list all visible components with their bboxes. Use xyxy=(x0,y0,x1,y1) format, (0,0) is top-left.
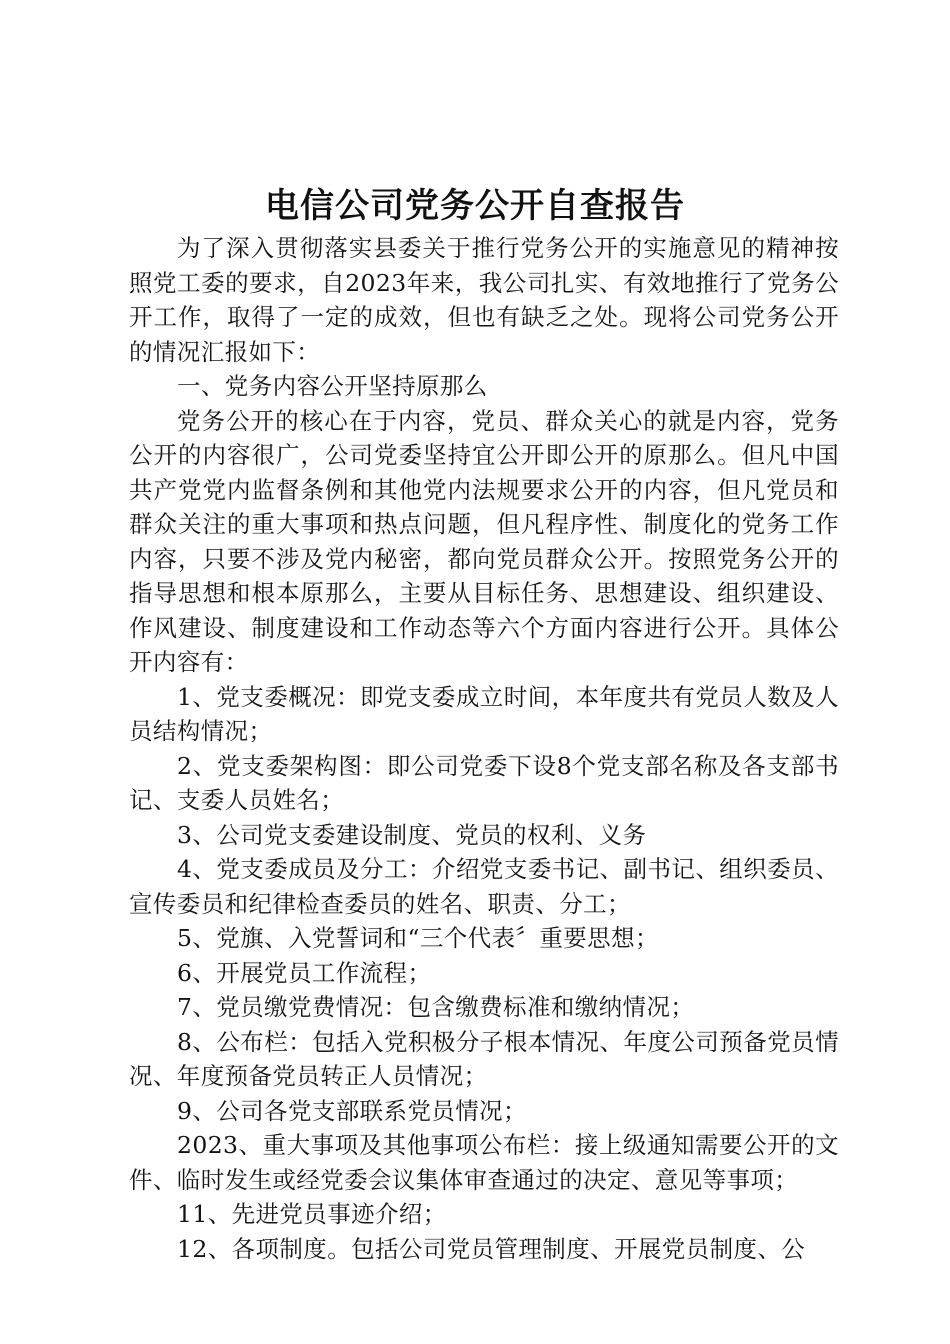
paragraph-intro: 为了深入贯彻落实县委关于推行党务公开的实施意见的精神按照党工委的要求，自2023年来，我公司扎实、有效地推行了党务公开工作，取得了一定的成效，但也有缺乏之处。现将公司党务公开的情况汇报如下： xyxy=(129,234,839,366)
section-heading-1: 一、党务内容公开坚持原那么 xyxy=(177,372,488,400)
list-item: 9、公司各党支部联系党员情况； xyxy=(177,1096,527,1125)
paragraph-content-scope: 党务公开的核心在于内容，党员、群众关心的就是内容，党务公开的内容很广，公司党委坚持宜公开即公开的原那么。但凡中国共产党党内监督条例和其他党内法规要求公开的内容，但凡党员和群众关注的重大事项和热点问题，但凡程序性、制度化的党务工作内容，只要不涉及党内秘密，都向党员群众公开。按照党务公开的指导思想和根本原那么，主要从目标任务、思想建设、组织建设、作风建设、制度建设和工作动态等六个方面内容进行公开。具体公开内容有： xyxy=(129,406,839,676)
document-body xyxy=(129,231,839,1266)
list-item: 5、党旗、入党誓词和“三个代表〞重要思想； xyxy=(177,924,659,952)
list-item: 12、各项制度。包括公司党员管理制度、开展党员制度、公 xyxy=(177,1234,806,1263)
list-item: 11、先进党员事迹介绍； xyxy=(177,1200,447,1228)
list-item: 8、公布栏：包括入党积极分子根本情况、年度公司预备党员情况、年度预备党员转正人员情况； xyxy=(129,1027,839,1090)
list-item: 4、党支委成员及分工：介绍党支委书记、副书记、组织委员、宣传委员和纪律检查委员的姓名、职责、分工； xyxy=(129,855,839,918)
list-item: 3、公司党支委建设制度、党员的权利、义务 xyxy=(177,820,647,849)
list-item: 1、党支委概况：即党支委成立时间，本年度共有党员人数及人员结构情况； xyxy=(129,682,839,745)
list-item: 2、党支委架构图：即公司党委下设8个党支部名称及各支部书记、支委人员姓名； xyxy=(129,751,839,814)
list-item: 6、开展党员工作流程； xyxy=(177,958,432,987)
list-item: 7、党员缴党费情况：包含缴费标准和缴纳情况； xyxy=(177,993,695,1021)
document-title: 电信公司党务公开自查报告 xyxy=(265,186,685,226)
list-item: 2023、重大事项及其他事项公布栏：接上级通知需要公开的文件、临时发生或经党委会议集体审查通过的决定、意见等事项； xyxy=(129,1131,839,1194)
